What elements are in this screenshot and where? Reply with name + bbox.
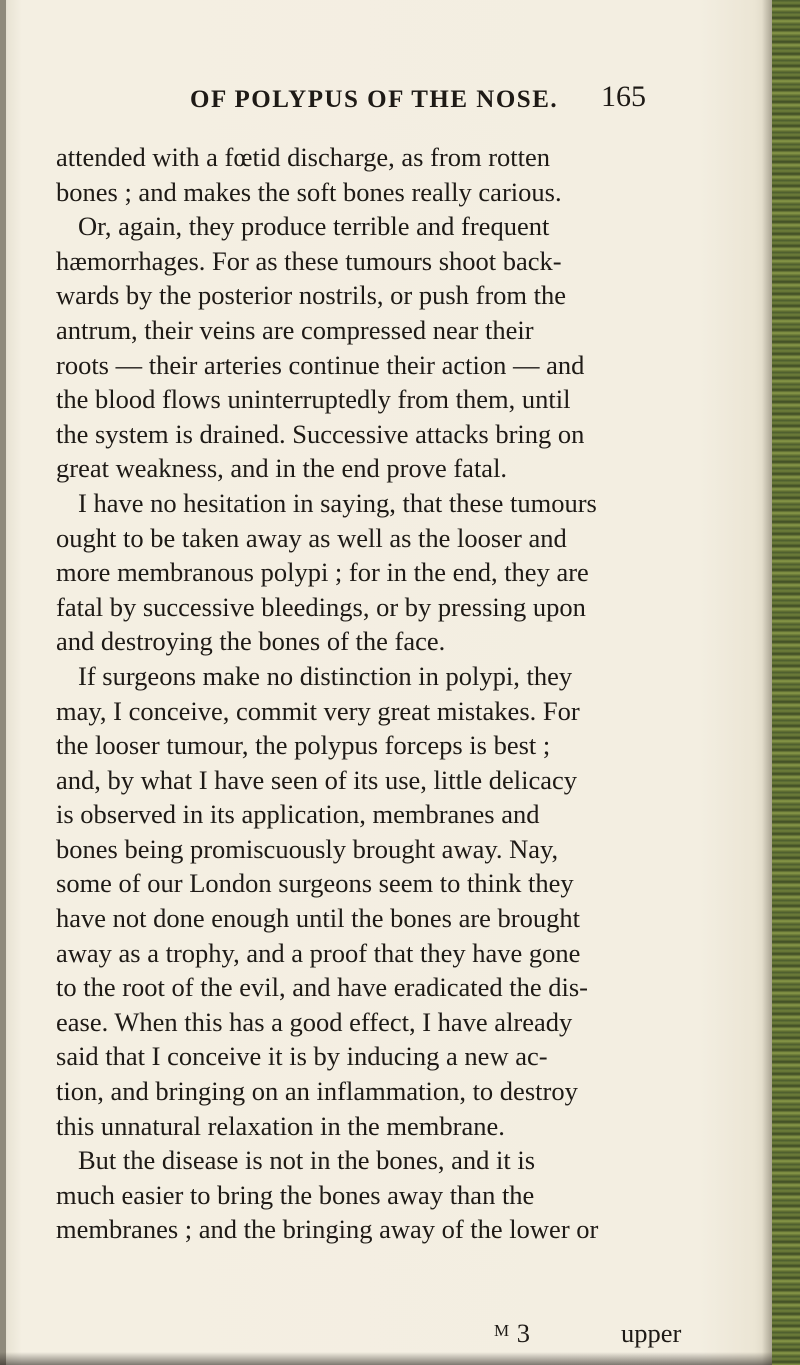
text-line: have not done enough until the bones are brought	[56, 903, 580, 934]
text-line: wards by the posterior nostrils, or push from the	[56, 280, 567, 311]
catchline	[56, 1318, 682, 1354]
text-line: I have no hesitation in saying, that these tumours	[78, 487, 597, 518]
running-title: OF POLYPUS OF THE NOSE.	[190, 86, 559, 113]
text-line: said that I conceive it is by inducing a new ac-	[56, 1041, 548, 1072]
text-line: Or, again, they produce terrible and frequent	[78, 211, 550, 242]
text-line: hæmorrhages. For as these tumours shoot back-	[56, 245, 562, 276]
text-line: this unnatural relaxation in the membrane.	[56, 1110, 505, 1141]
page-number: 165	[601, 80, 646, 113]
text-line: the system is drained. Successive attacks bring on	[56, 418, 585, 449]
text-line: fatal by successive bleedings, or by pressing upon	[56, 591, 586, 622]
text-line: ought to be taken away as well as the looser and	[56, 522, 567, 553]
text-line: bones ; and makes the soft bones really carious.	[56, 176, 562, 207]
text-line: membranes ; and the bringing away of the lower or	[56, 1214, 599, 1245]
book-cover-edge	[772, 0, 800, 1365]
text-line: antrum, their veins are compressed near their	[56, 314, 534, 345]
text-line: and, by what I have seen of its use, little delicacy	[56, 764, 577, 795]
text-line: is observed in its application, membranes and	[56, 799, 540, 830]
text-line: attended with a fœtid discharge, as from rotten	[56, 142, 551, 172]
text-line: and destroying the bones of the face.	[56, 626, 446, 657]
signature-number: 3	[516, 1318, 530, 1348]
text-line: bones being promiscuously brought away. Nay,	[56, 833, 559, 864]
text-line: to the root of the evil, and have eradicated the dis-	[56, 972, 589, 1003]
catchword: upper	[621, 1318, 682, 1348]
text-line: But the disease is not in the bones, and it is	[78, 1145, 536, 1176]
page-binding-edge	[0, 0, 6, 1365]
text-line: If surgeons make no distinction in polypi, they	[78, 660, 573, 691]
text-line: tion, and bringing on an inflammation, to destroy	[56, 1076, 578, 1107]
running-head	[0, 80, 772, 126]
text-line: away as a trophy, and a proof that they have gone	[56, 937, 581, 968]
text-line: more membranous polypi ; for in the end, they are	[56, 557, 589, 588]
signature-letter: M	[494, 1321, 511, 1340]
signature-mark	[494, 1318, 530, 1349]
text-line: roots — their arteries continue their action — and	[56, 349, 585, 380]
text-line: much easier to bring the bones away than the	[56, 1179, 535, 1210]
text-line: great weakness, and in the end prove fatal.	[56, 453, 508, 484]
text-line: ease. When this has a good effect, I have already	[56, 1006, 573, 1037]
text-line: some of our London surgeons seem to think they	[56, 868, 574, 899]
text-line: the blood flows uninterruptedly from them, until	[56, 384, 571, 415]
body-text	[56, 140, 656, 1247]
text-line: the looser tumour, the polypus forceps is best ;	[56, 730, 551, 761]
text-line: may, I conceive, commit very great mistakes. For	[56, 695, 580, 726]
